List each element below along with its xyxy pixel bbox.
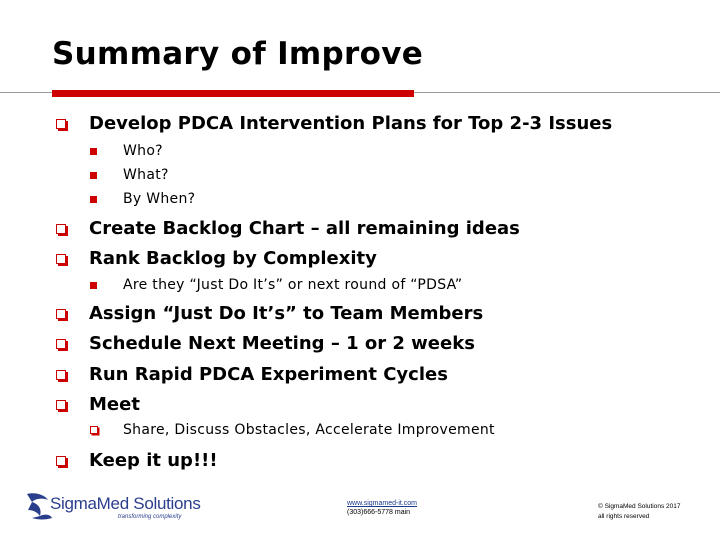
bullet-assign: Assign “Just Do It’s” to Team Members	[89, 303, 484, 324]
sub-bullet-just-do-its: Are they “Just Do It’s” or next round of “PDSA”	[123, 277, 463, 293]
company-logo-name: SigmaMed Solutions	[50, 494, 201, 513]
bullet-create-backlog: Create Backlog Chart – all remaining ideas	[89, 218, 520, 239]
bullet-develop-pdca: Develop PDCA Intervention Plans for Top 2-3 Issues	[89, 113, 613, 134]
square-bullet-icon	[90, 172, 97, 179]
copyright-line-1: © SigmaMed Solutions 2017	[598, 503, 681, 510]
sub-bullet-share: Share, Discuss Obstacles, Accelerate Improvement	[123, 422, 495, 438]
checkbox-bullet-icon	[56, 119, 66, 129]
square-bullet-icon	[90, 196, 97, 203]
checkbox-bullet-icon	[56, 456, 66, 466]
sub-bullet-by-when: By When?	[123, 191, 196, 207]
checkbox-bullet-icon	[56, 254, 66, 264]
checkbox-bullet-icon	[56, 400, 66, 410]
bullet-schedule: Schedule Next Meeting – 1 or 2 weeks	[89, 333, 475, 354]
bullet-keep-it-up: Keep it up!!!	[89, 450, 218, 471]
footer-copyright	[598, 502, 680, 522]
bullet-run-rapid: Run Rapid PDCA Experiment Cycles	[89, 364, 448, 385]
title-accent-bar	[52, 90, 414, 97]
slide-title: Summary of Improve	[52, 36, 424, 72]
checkbox-bullet-icon	[56, 370, 66, 380]
sub-bullet-what: What?	[123, 167, 169, 183]
checkbox-bullet-icon	[56, 224, 66, 234]
bullet-rank-backlog: Rank Backlog by Complexity	[89, 248, 377, 269]
checkbox-bullet-icon	[56, 339, 66, 349]
sub-bullet-who: Who?	[123, 143, 163, 159]
copyright-line-2: all rights reserved	[598, 513, 650, 520]
checkbox-sub-bullet-icon	[90, 426, 98, 434]
footer-website-link[interactable]: www.sigmamed-it.com	[347, 500, 418, 507]
checkbox-bullet-icon	[56, 309, 66, 319]
square-bullet-icon	[90, 282, 97, 289]
company-tagline: transforming complexity	[118, 514, 182, 520]
footer-phone: (303)666-5778 main	[347, 509, 411, 516]
bullet-meet: Meet	[89, 394, 140, 415]
square-bullet-icon	[90, 148, 97, 155]
